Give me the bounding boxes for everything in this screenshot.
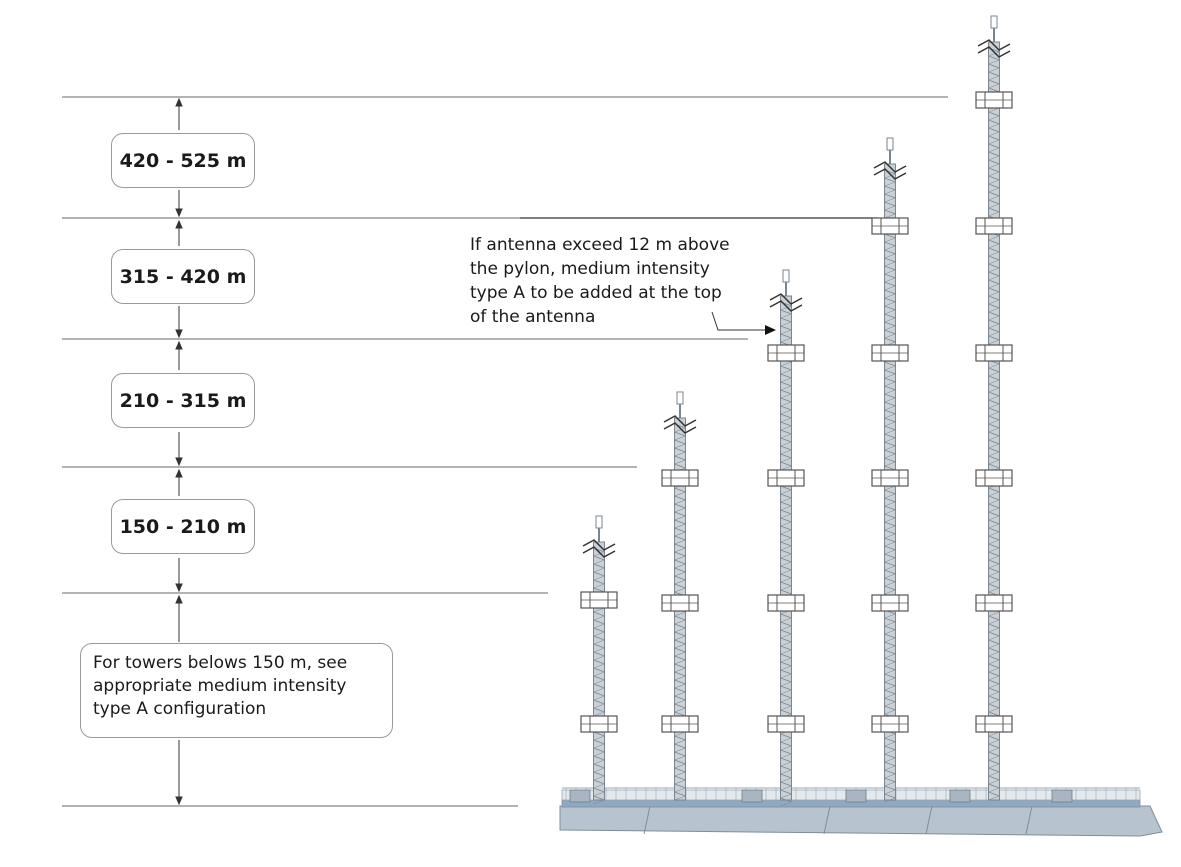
light-platform bbox=[976, 218, 1012, 234]
towers bbox=[581, 16, 1012, 806]
below-150-note bbox=[80, 643, 393, 738]
light-platform bbox=[872, 470, 908, 486]
light-platform bbox=[662, 716, 698, 732]
below-note-line-1: For towers belows 150 m, see bbox=[93, 653, 348, 673]
light-platform bbox=[662, 595, 698, 611]
range-label-420-525: 420 - 525 m bbox=[111, 133, 255, 188]
light-platform bbox=[768, 470, 804, 486]
light-platform bbox=[662, 470, 698, 486]
antenna-note-line-1: If antenna exceed 12 m above bbox=[470, 235, 730, 255]
light-platform bbox=[976, 345, 1012, 361]
light-platform bbox=[768, 345, 804, 361]
light-platform bbox=[872, 218, 908, 234]
light-platform bbox=[581, 716, 617, 732]
tower-3 bbox=[768, 270, 804, 806]
ground-platform bbox=[560, 788, 1162, 836]
antenna-note-line-3: type A to be added at the top bbox=[470, 283, 722, 303]
light-platform bbox=[872, 345, 908, 361]
light-platform bbox=[872, 716, 908, 732]
antenna-note-line-4: of the antenna bbox=[470, 307, 596, 327]
light-platform bbox=[976, 92, 1012, 108]
below-note-line-3: type A configuration bbox=[93, 699, 267, 719]
light-platform bbox=[976, 595, 1012, 611]
below-note-line-2: appropriate medium intensity bbox=[93, 676, 347, 696]
tower-2 bbox=[662, 392, 698, 800]
light-platform bbox=[976, 716, 1012, 732]
light-platform bbox=[581, 592, 617, 608]
tower-5 bbox=[976, 16, 1012, 800]
antenna-callout bbox=[470, 233, 730, 329]
range-label-150-210: 150 - 210 m bbox=[111, 499, 255, 554]
range-label-315-420: 315 - 420 m bbox=[111, 249, 255, 304]
tower-1 bbox=[581, 516, 617, 804]
light-platform bbox=[976, 470, 1012, 486]
light-platform bbox=[768, 595, 804, 611]
tower-4 bbox=[872, 138, 908, 802]
light-platform bbox=[872, 595, 908, 611]
light-platform bbox=[768, 716, 804, 732]
range-label-210-315: 210 - 315 m bbox=[111, 373, 255, 428]
antenna-note-line-2: the pylon, medium intensity bbox=[470, 259, 710, 279]
